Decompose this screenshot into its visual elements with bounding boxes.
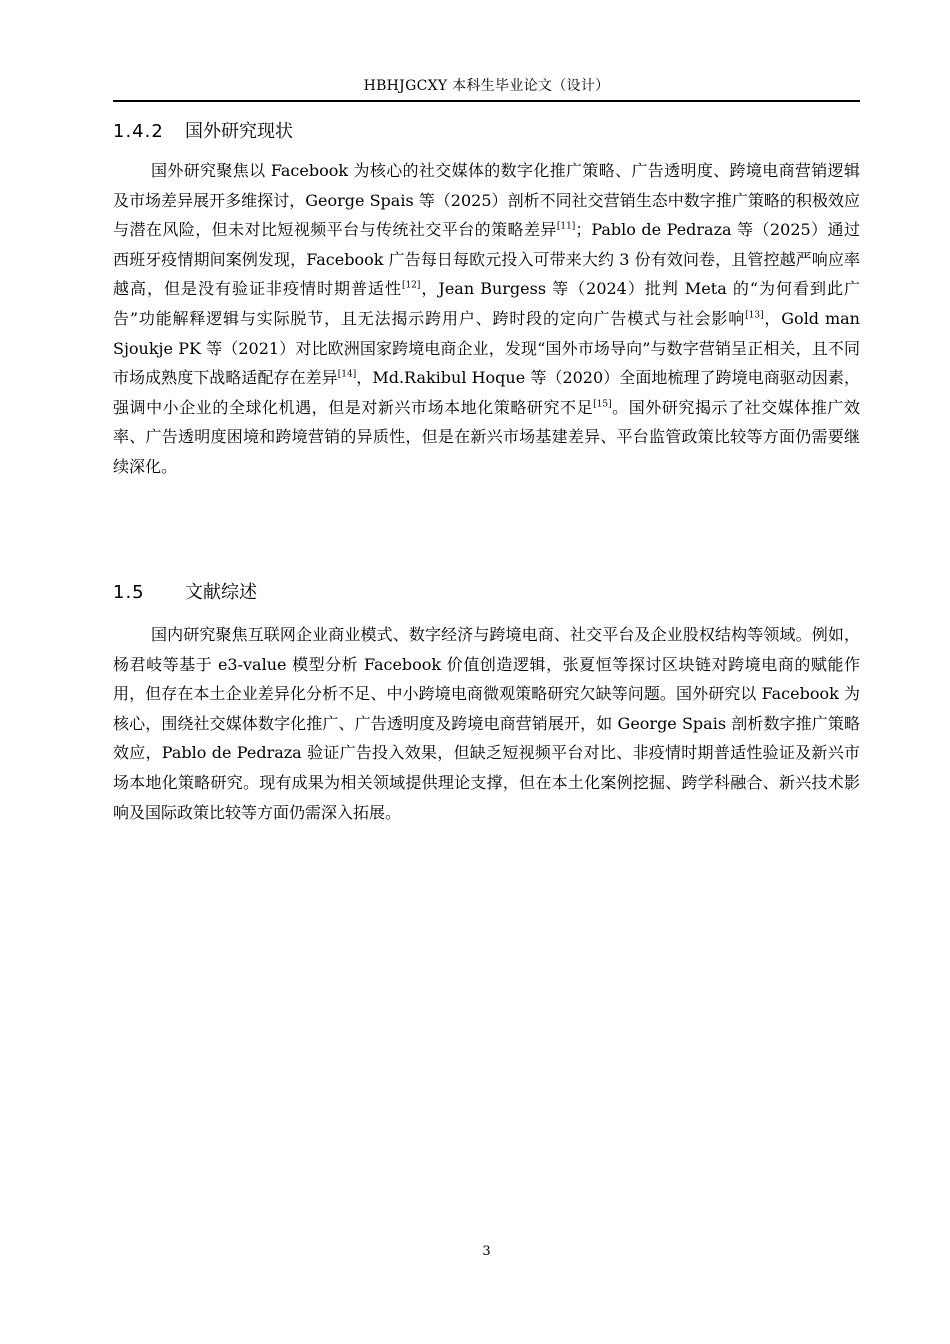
citation-ref: [11] [556, 221, 576, 232]
page-header: HBHJGCXY 本科生毕业论文（设计） [363, 78, 610, 94]
page-number: 3 [482, 1244, 491, 1259]
citation-ref: [12] [401, 281, 421, 292]
body-paragraph-literature-review: 国内研究聚焦互联网企业商业模式、数字经济与跨境电商、社交平台及企业股权结构等领域。例如，杨君岐等基于 e3-value 模型分析 Facebook 价值创造逻辑，张夏恒等探讨区块链对跨境电商的赋能作用，但存在本土企业差异化分析不足、中小跨境电商微观策略研究欠缺等问题。国外研究以 Facebook 为核心，围绕社交媒体数字化推广、广告透明度及跨境电商营销展开，如 George Spais 剖析数字推广策略效应，Pablo de Pedraza 验证广告投入效果，但缺乏短视频平台对比、非疫情时期普适性验证及新兴市场本地化策略研究。现有成果为相关领域提供理论支撑，但在本土化案例挖掘、跨学科融合、新兴技术影响及国际政策比较等方面仍需深入拓展。 [113, 625, 860, 822]
section-heading-1-4-2 [113, 119, 293, 145]
paragraph-text: ；Pablo de Pedraza 等（2025）通过西班牙疫情期间案例发现，Facebook 广告每日每欧元投入可带来大约 3 份有效问卷，且管控越严响应率越高，但是没有验证非疫情时期普适性 [113, 220, 860, 299]
paragraph-text: ，Jean Burgess 等（2024）批判 Meta 的“为何看到此广告”功能解释逻辑与实际脱节，且无法揭示跨用户、跨时段的定向广告模式与社会影响 [113, 279, 860, 328]
paragraph-text: ，Md.Rakibul Hoque 等（2020）全面地梳理了跨境电商驱动因素，强调中小企业的全球化机遇，但是对新兴市场本地化策略研究不足 [113, 368, 860, 417]
paragraph-text: 。国外研究揭示了社交媒体推广效率、广告透明度困境和跨境营销的异质性，但是在新兴市场基建差异、平台监管政策比较等方面仍需要继续深化。 [113, 397, 860, 476]
header-rule [113, 100, 860, 102]
section-number: 1.5 [113, 582, 145, 603]
citation-ref: [14] [337, 369, 357, 380]
section-title: 文献综述 [185, 582, 257, 603]
body-paragraph-foreign-research [113, 156, 860, 482]
citation-ref: [13] [745, 310, 764, 321]
paragraph-text: 国外研究聚焦以 Facebook 为核心的社交媒体的数字化推广策略、广告透明度、跨境电商营销逻辑及市场差异展开多维探讨，George Spais 等（2025）剖析不同社交营销生态中数字推广策略的积极效应与潜在风险，但未对比短视频平台与传统社交平台的策略差异 [113, 161, 860, 240]
citation-ref: [15] [593, 399, 612, 410]
section-heading-1-5 [113, 580, 257, 606]
section-title: 国外研究现状 [185, 121, 293, 142]
section-number: 1.4.2 [113, 121, 164, 142]
paragraph-text: ，Gold man Sjoukje PK 等（2021）对比欧洲国家跨境电商企业，发现“国外市场导向”与数字营销呈正相关，且不同市场成熟度下战略适配存在差异 [113, 308, 860, 388]
